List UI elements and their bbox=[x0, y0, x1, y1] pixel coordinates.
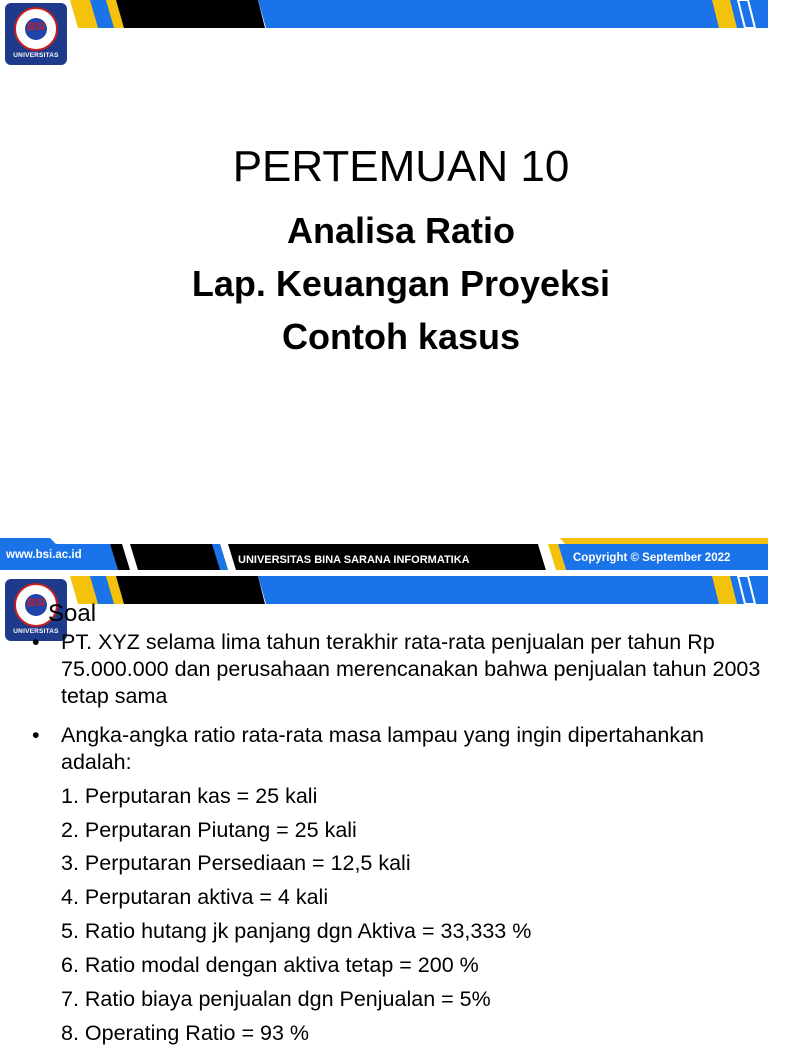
ratio-item-6: 6. Ratio modal dengan aktiva tetap = 200 % bbox=[61, 953, 479, 977]
bullet-2-text: Angka-angka ratio rata-rata masa lampau yang ingin dipertahankan adalah: bbox=[61, 723, 705, 774]
ratio-item-5: 5. Ratio hutang jk panjang dgn Aktiva = 33,333 % bbox=[61, 919, 532, 943]
ratio-item-2: 2. Perputaran Piutang = 25 kali bbox=[61, 818, 357, 842]
subtitle-line-3: Contoh kasus bbox=[281, 316, 521, 357]
ratio-item-8: 8. Operating Ratio = 93 % bbox=[61, 1021, 309, 1045]
university-logo: BSI UNIVERSITAS bbox=[5, 3, 67, 65]
footer-website: www.bsi.ac.id bbox=[6, 549, 82, 561]
soal-heading: Soal bbox=[48, 600, 97, 627]
slide-soal bbox=[0, 576, 768, 1045]
ratio-item-7: 7. Ratio biaya penjualan dgn Penjualan = 5% bbox=[61, 987, 491, 1011]
ratio-item-3: 3. Perputaran Persediaan = 12,5 kali bbox=[61, 851, 411, 875]
bullet-1-text: PT. XYZ selama lima tahun terakhir rata-rata penjualan per tahun Rp 75.000.000 dan perusahaan merencanakan bahwa penjualan tahun 2003 tetap sama bbox=[61, 630, 761, 708]
header-banner-2 bbox=[0, 576, 768, 606]
bullet-2-marker: • bbox=[32, 723, 40, 747]
ratio-item-1: 1. Perputaran kas = 25 kali bbox=[61, 784, 318, 808]
footer-copyright: Copyright © September 2022 bbox=[573, 552, 731, 564]
footer-university: UNIVERSITAS BINA SARANA INFORMATIKA bbox=[238, 554, 470, 566]
subtitle-line-1: Analisa Ratio bbox=[286, 210, 516, 251]
university-logo-2: BSI UNIVERSITAS bbox=[5, 579, 67, 641]
header-banner bbox=[0, 0, 768, 30]
bullet-1-marker: • bbox=[32, 630, 40, 654]
slide-title-text: PERTEMUAN 10 bbox=[232, 142, 570, 191]
ratio-item-4: 4. Perputaran aktiva = 4 kali bbox=[61, 885, 329, 909]
subtitle-line-2: Lap. Keuangan Proyeksi bbox=[191, 263, 611, 304]
